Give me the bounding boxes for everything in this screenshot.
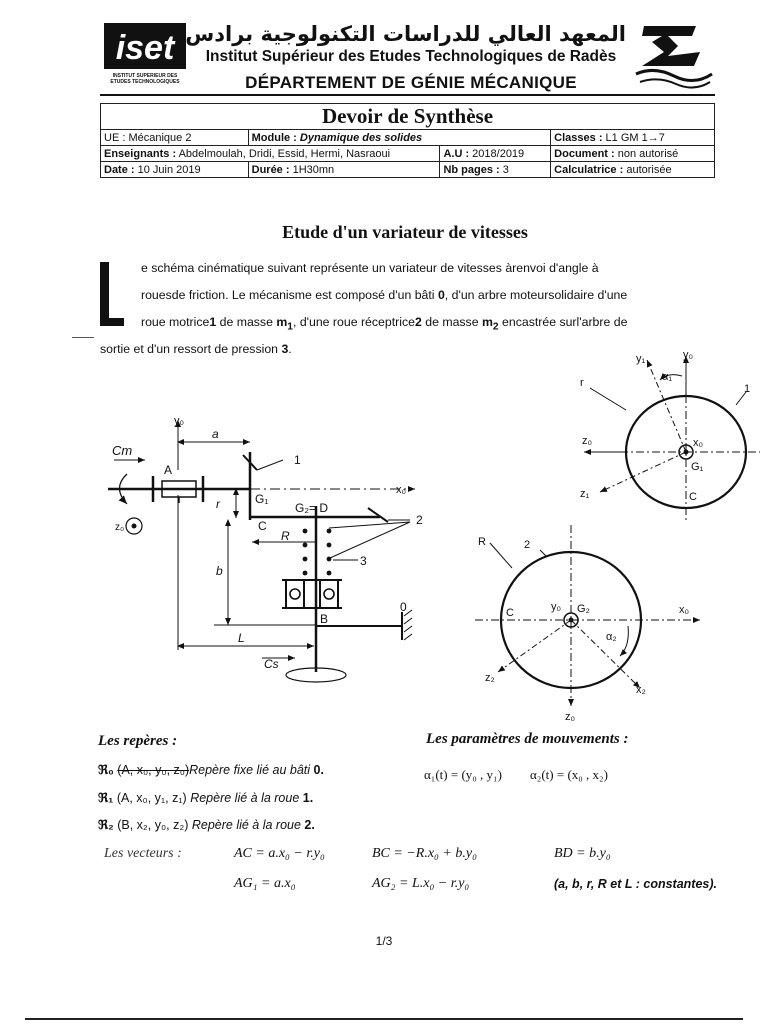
repere-2 bbox=[98, 817, 315, 832]
w2-label-x2: x₂ bbox=[636, 684, 646, 696]
para-text-3k: encastrée surl'arbre de bbox=[498, 315, 628, 329]
label-2: 2 bbox=[416, 513, 423, 527]
label-l: L bbox=[238, 631, 245, 645]
section-title: Etude d'un variateur de vitesses bbox=[282, 222, 528, 242]
rades-logo bbox=[634, 22, 714, 92]
w1-label-1: 1 bbox=[744, 383, 751, 395]
para-text-2b: 0 bbox=[437, 288, 445, 302]
module-cell bbox=[248, 130, 551, 146]
exam-title: Devoir de Synthèse bbox=[101, 104, 715, 130]
repere-2-symbol: ℜ₂ bbox=[98, 818, 114, 832]
repere-1-roue: 1. bbox=[302, 791, 314, 805]
vector-ag1: AG₁ = a.x₀ bbox=[234, 876, 296, 891]
page-number: 1/3 bbox=[375, 934, 393, 948]
calculatrice-value: autorisée bbox=[626, 163, 672, 176]
au-value: 2018/2019 bbox=[472, 147, 525, 160]
label-1: 1 bbox=[294, 453, 301, 467]
label-b: b bbox=[216, 564, 223, 578]
ue-text: UE : Mécanique 2 bbox=[104, 131, 192, 144]
w2-label-x0: x₀ bbox=[679, 604, 690, 616]
wheel-2-labels bbox=[478, 536, 689, 723]
vector-bc: BC = −R.x₀ + b.y₀ bbox=[372, 846, 477, 861]
w2-label-z2: z₂ bbox=[485, 672, 495, 684]
para-text-3h: de masse bbox=[421, 315, 482, 329]
nbpages-label: Nb pages : bbox=[443, 163, 500, 176]
nbpages-value: 3 bbox=[502, 163, 509, 176]
module-value: Dynamique des solides bbox=[299, 131, 423, 144]
paragraph-line-1 bbox=[141, 255, 599, 282]
label-r: r bbox=[216, 497, 220, 511]
param-alpha1: α₁(t) = (y₀ , y₁) bbox=[424, 767, 502, 782]
document-label: Document : bbox=[554, 147, 615, 160]
w1-label-y0: y₀ bbox=[683, 349, 694, 361]
repere-1 bbox=[98, 790, 313, 805]
para-text-3b: 1 bbox=[209, 315, 217, 329]
label-cm: Cm bbox=[112, 443, 133, 458]
enseignants-value: Abdelmoulah, Dridi, Essid, Hermi, Nasraoui bbox=[178, 147, 391, 160]
drop-cap-l bbox=[100, 262, 124, 326]
label-3: 3 bbox=[360, 554, 367, 568]
repere-0-vectors: (A, x₀, y₀, z₀) bbox=[117, 763, 190, 777]
w2-label-g2: G₂ bbox=[577, 603, 590, 615]
label-cs: Cs bbox=[264, 657, 279, 671]
label-y0: y₀ bbox=[174, 415, 185, 427]
label-g1: G₁ bbox=[255, 492, 269, 506]
classes-cell bbox=[551, 130, 715, 146]
repere-0-desc: Repère fixe lié au bâti bbox=[189, 763, 314, 777]
institute-name: Institut Supérieur des Etudes Technologiques de Radès bbox=[205, 48, 617, 65]
para-text-4b: 3 bbox=[281, 342, 289, 356]
para-text-3j: 2 bbox=[492, 321, 499, 333]
date-value: 10 Juin 2019 bbox=[137, 163, 201, 176]
para-text-4c: . bbox=[288, 342, 292, 356]
w1-label-x0: x₀ bbox=[693, 437, 704, 449]
w1-label-r: r bbox=[580, 377, 584, 389]
para-text-2a: rouesde friction. Le mécanisme est composé d'un bâti bbox=[141, 288, 438, 302]
logo-subtitle: INSTITUT SUPÉRIEUR DES ETUDES TECHNOLOGIQUES bbox=[110, 73, 180, 85]
label-b-point: B bbox=[320, 612, 329, 626]
module-label: Module : bbox=[251, 131, 297, 144]
date-cell bbox=[101, 162, 249, 178]
duree-label: Durée : bbox=[251, 163, 290, 176]
w2-label-c: C bbox=[506, 607, 514, 619]
para-text-4a: sortie et d'un ressort de pression bbox=[100, 342, 282, 356]
institute-arabic-name: المعهد العالي للدراسات التكنولوجية برادس bbox=[185, 22, 626, 46]
vector-ag2: AG₂ = L.x₀ − r.y₀ bbox=[372, 876, 470, 891]
repere-2-roue: 2. bbox=[304, 818, 315, 832]
repere-1-desc: Repère lié à la roue bbox=[186, 791, 303, 805]
bearing-b-right bbox=[320, 580, 338, 608]
repere-1-vectors: (A, x₀, y₁, z₁) bbox=[116, 791, 187, 805]
calculatrice-label: Calculatrice : bbox=[554, 163, 624, 176]
enseignants-label: Enseignants : bbox=[104, 147, 177, 160]
duree-cell bbox=[248, 162, 440, 178]
para-text-3d: m bbox=[276, 315, 288, 329]
department-name: DÉPARTEMENT DE GÉNIE MÉCANIQUE bbox=[245, 73, 577, 92]
vector-bd: BD = b.y₀ bbox=[554, 846, 611, 861]
date-label: Date : bbox=[104, 163, 135, 176]
repere-0-bati: 0. bbox=[313, 763, 324, 777]
kinematic-schema bbox=[108, 420, 415, 682]
w1-label-y1: y₁ bbox=[636, 353, 646, 365]
w1-label-g1: G₁ bbox=[691, 461, 704, 473]
label-x0: x₀ bbox=[396, 484, 407, 496]
paragraph-line-2 bbox=[141, 282, 627, 309]
para-text-3c: de masse bbox=[216, 315, 277, 329]
ue-cell bbox=[101, 130, 249, 146]
label-big-r: R bbox=[281, 529, 290, 543]
repere-2-desc: Repère lié à la roue bbox=[188, 818, 305, 832]
margin-mark bbox=[72, 337, 94, 338]
repere-0-symbol: ℜ₀ bbox=[98, 763, 114, 777]
calculatrice-cell bbox=[551, 162, 715, 178]
bearing-b-left bbox=[286, 580, 304, 608]
classes-label: Classes : bbox=[554, 131, 603, 144]
classes-value: L1 GM 1→7 bbox=[605, 131, 665, 144]
document-cell bbox=[551, 146, 715, 162]
parametres-title: Les paramètres de mouvements : bbox=[426, 731, 629, 747]
kinematic-diagrams bbox=[0, 340, 768, 730]
vecteurs-title: Les vecteurs : bbox=[104, 846, 182, 861]
para-text-3i: m bbox=[481, 315, 493, 329]
param-alpha2: α₂(t) = (x₀ , x₂) bbox=[530, 767, 608, 782]
enseignants-cell bbox=[101, 146, 440, 162]
para-text-3a: roue motrice bbox=[141, 315, 210, 329]
w1-label-z1: z₁ bbox=[580, 488, 590, 500]
w2-label-z0: z₀ bbox=[565, 711, 576, 723]
repere-1-symbol: ℜ₁ bbox=[98, 791, 114, 805]
au-label: A.U : bbox=[443, 147, 470, 160]
repere-0 bbox=[98, 762, 324, 781]
au-cell bbox=[440, 146, 551, 162]
para-text-3e: 1 bbox=[287, 321, 293, 333]
exam-info-table bbox=[100, 103, 715, 178]
vector-ac: AC = a.x₀ − r.y₀ bbox=[234, 846, 325, 861]
schema-labels bbox=[112, 415, 423, 671]
logo-letters: iset bbox=[115, 29, 175, 67]
w2-label-y0: y₀ bbox=[551, 601, 562, 613]
w1-label-alpha1: α₁ bbox=[662, 371, 673, 383]
wheel-1-z1-axis bbox=[600, 452, 686, 492]
para-text-3g: 2 bbox=[414, 315, 422, 329]
label-g2-d: G₂= D bbox=[295, 501, 328, 515]
w1-label-z0: z₀ bbox=[582, 435, 593, 447]
footer-line bbox=[25, 1018, 743, 1020]
w2-label-2: 2 bbox=[524, 539, 531, 551]
label-a: a bbox=[212, 427, 219, 441]
w1-label-c: C bbox=[689, 491, 697, 503]
repere-2-vectors: (B, x₂, y₀, z₂) bbox=[117, 818, 189, 832]
label-a-point: A bbox=[164, 463, 173, 477]
document-value: non autorisé bbox=[617, 147, 679, 160]
nbpages-cell bbox=[440, 162, 551, 178]
w2-label-r: R bbox=[478, 536, 486, 548]
w2-label-alpha2: α₂ bbox=[606, 631, 617, 643]
para-text-2c: , d'un arbre moteursolidaire d'une bbox=[444, 288, 628, 302]
reperes-title: Les repères : bbox=[98, 733, 178, 749]
para-text-3f: , d'une roue réceptrice bbox=[292, 315, 415, 329]
label-0: 0 bbox=[400, 600, 407, 614]
para-text-1: e schéma cinématique suivant représente un variateur de vitesses àrenvoi d'angle à bbox=[141, 261, 599, 275]
duree-value: 1H30mn bbox=[292, 163, 335, 176]
constants-note: (a, b, r, R et L : constantes). bbox=[554, 877, 717, 891]
wheel-2-z2-axis bbox=[498, 620, 571, 672]
wheel-1-labels bbox=[580, 349, 750, 503]
header-divider bbox=[100, 94, 715, 96]
label-c: C bbox=[258, 519, 267, 533]
label-z0: z₀ bbox=[115, 522, 125, 533]
iset-logo bbox=[104, 23, 186, 93]
